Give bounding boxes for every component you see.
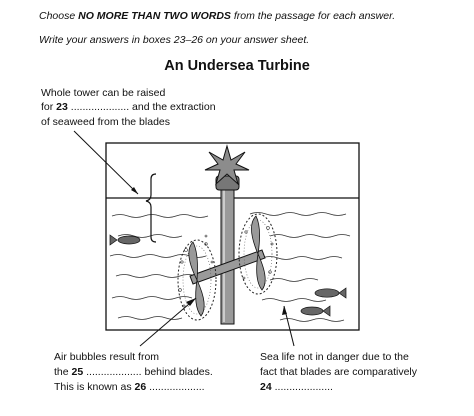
label-text: and the extraction	[129, 101, 216, 113]
label-top-line-3: of seaweed from the blades	[41, 116, 170, 128]
label-bottom-left-line-3	[54, 380, 205, 394]
label-text: for	[41, 101, 57, 113]
label-bottom-right-line-1: Sea life not in danger due to the	[260, 351, 409, 363]
label-bottom-right-line-3	[260, 380, 333, 394]
instruction-text: Choose	[39, 10, 79, 22]
question-number-24: 24	[260, 381, 272, 393]
instruction-text: from the passage for each answer.	[230, 10, 396, 22]
answer-blank-25: ...................	[86, 366, 142, 378]
instruction-emphasis: NO MORE THAN TWO WORDS	[78, 10, 231, 22]
diagram-title: An Undersea Turbine	[164, 58, 310, 74]
instruction-line-2: Write your answers in boxes 23–26 on your answer sheet.	[39, 34, 310, 46]
answer-blank-24: ....................	[274, 381, 333, 393]
label-text: behind blades.	[141, 366, 213, 378]
label-bottom-left-line-2	[54, 365, 213, 379]
answer-blank-23: ....................	[70, 101, 130, 113]
question-number-23: 23	[56, 101, 68, 113]
label-text: This is known as	[54, 381, 135, 393]
label-bottom-left-line-1: Air bubbles result from	[54, 351, 160, 363]
label-bottom-right-line-2: fact that blades are comparatively	[260, 366, 417, 378]
label-top-line-1: Whole tower can be raised	[41, 87, 166, 99]
turbine-tower	[221, 188, 234, 324]
question-number-26: 26	[134, 381, 147, 393]
answer-blank-26: ...................	[149, 381, 205, 393]
question-number-25: 25	[71, 366, 84, 378]
label-text: the	[54, 366, 72, 378]
